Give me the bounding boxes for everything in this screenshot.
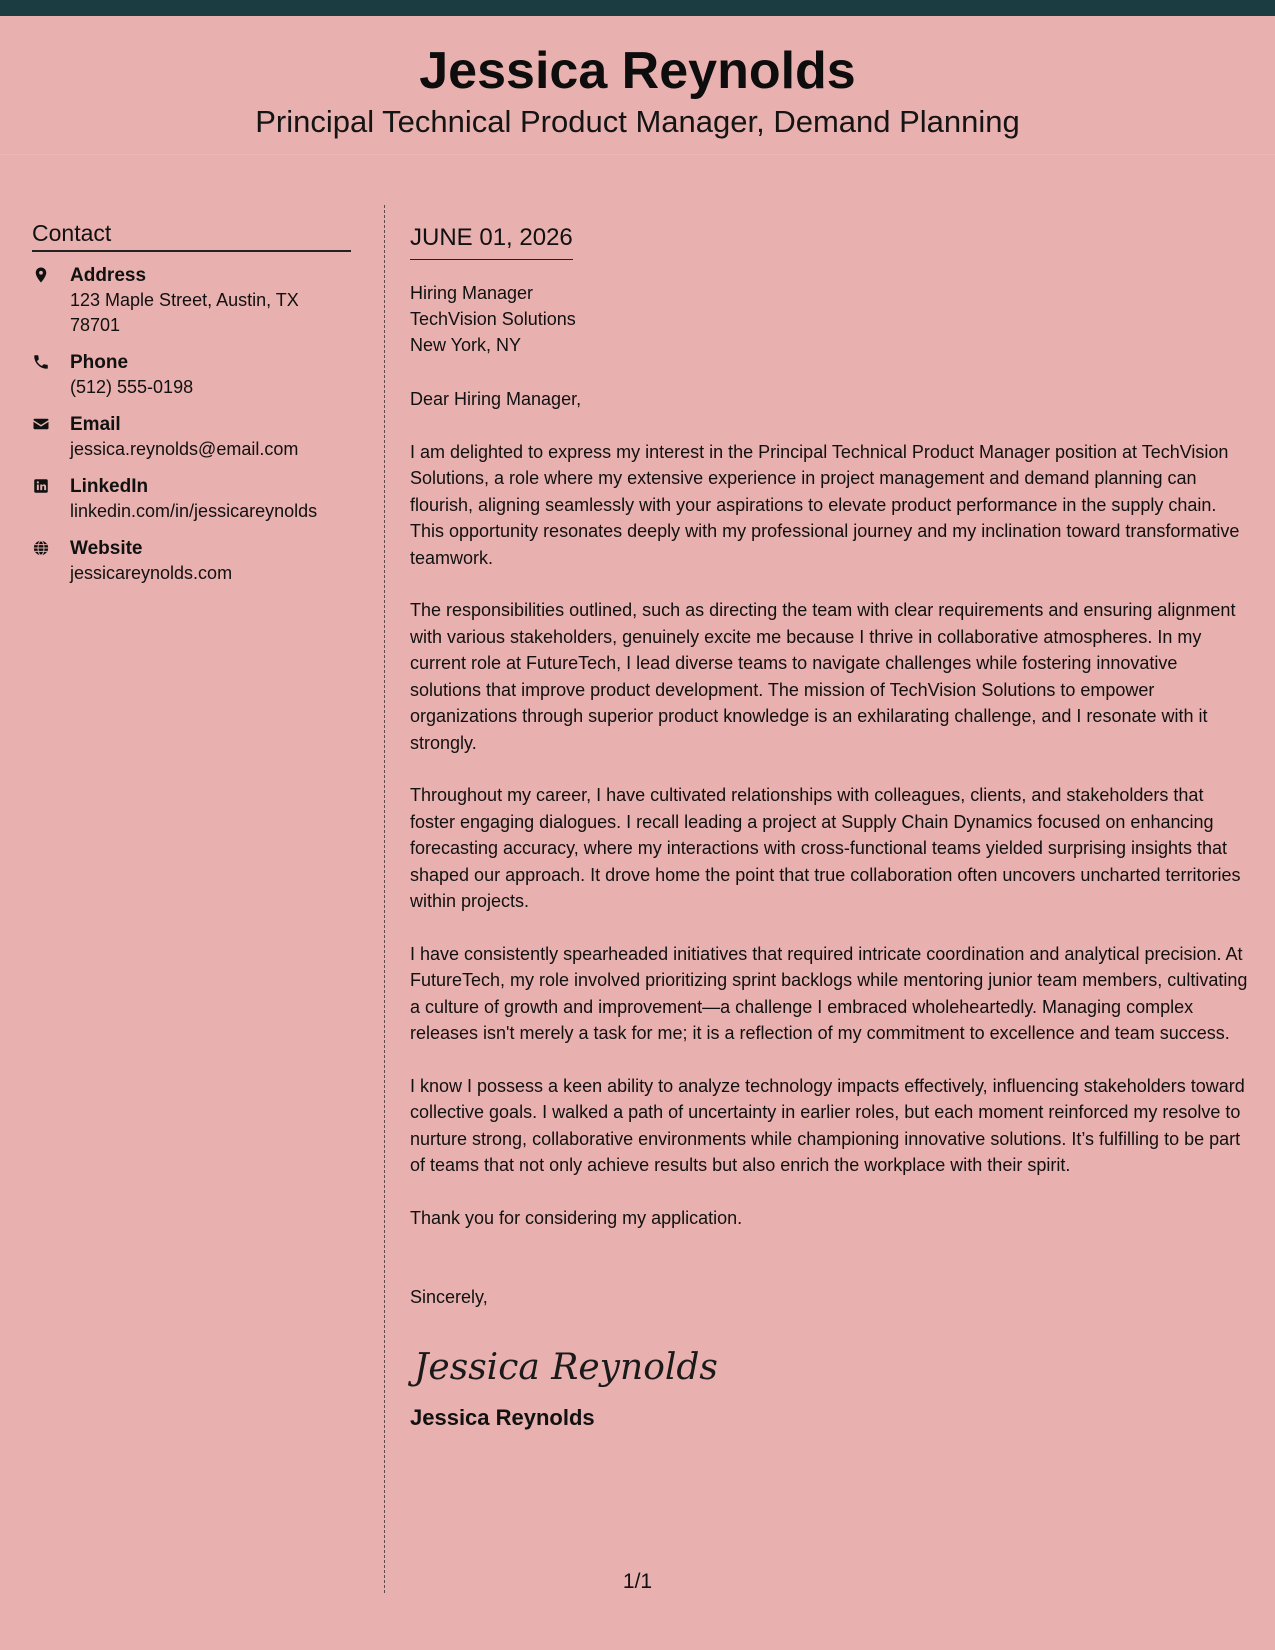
linkedin-value: linkedin.com/in/jessicareynolds [70,501,318,521]
contact-item-email [32,413,351,462]
applicant-name: Jessica Reynolds [419,42,856,100]
contact-item-phone [32,351,351,400]
contact-item-address [32,264,351,338]
contact-item-linkedin [32,475,351,524]
map-pin-icon [32,264,70,338]
body-paragraph: Throughout my career, I have cultivated relationships with colleagues, clients, and stakeholders that foster engaging dialogues. I recall leading a project at Supply Chain Dynamics focused on enhancing forecasting accuracy, where my interactions with cross-functional teams yielded surprising insights that shaped our approach. It drove home the point that true collaboration often uncovers uncharted territories within projects. [410,785,1241,911]
contact-item-website [32,537,351,586]
letter-body [410,220,1250,1431]
body-paragraph: I am delighted to express my interest in the Principal Technical Product Manager position at TechVision Solutions, a role where my extensive experience in project management and demand planning can flourish, aligning seamlessly with your aspirations to elevate product performance in the supply chain. This opportunity resonates deeply with my professional journey and my inclination toward transformative teamwork. [410,441,1240,568]
address-label: Address [70,265,147,286]
linkedin-label: LinkedIn [70,476,149,497]
phone-value: (512) 555-0198 [70,377,194,397]
signature-script: Jessica Reynolds [414,1346,718,1388]
email-label: Email [70,414,121,435]
handwritten-signature [410,1337,1250,1397]
phone-label: Phone [70,352,129,373]
envelope-icon [32,413,70,462]
email-value: jessica.reynolds@email.com [70,439,299,459]
salutation: Dear Hiring Manager, [410,389,582,409]
body-paragraph: I know I possess a keen ability to analyze technology impacts effectively, influencing stakeholders toward collective goals. I walked a path of uncertainty in earlier roles, but each moment reinforced my resolve to nurture strong, collaborative environments while championing innovative solutions. It’s fulfilling to be part of teams that not only achieve results but also enrich the workplace with their spirit. [410,1075,1245,1175]
column-divider [384,205,385,1593]
job-title: Principal Technical Product Manager, Demand Planning [255,103,1020,139]
page-header [0,16,1275,155]
closing-sincerely: Sincerely, [410,1287,488,1307]
top-accent-bar [0,0,1275,16]
body-paragraph: I have consistently spearheaded initiatives that required intricate coordination and analytical precision. At FutureTech, my role involved prioritizing sprint backlogs while mentoring junior team members, cultivating a culture of growth and improvement—a challenge I embraced wholeheartedly. Managing complex releases isn't merely a task for me; it is a reflection of my commitment to excellence and team success. [410,943,1248,1043]
contact-sidebar [32,220,351,599]
signer-name: Jessica Reynolds [410,1404,595,1430]
address-value: 123 Maple Street, Austin, TX 78701 [70,290,299,335]
website-label: Website [70,538,143,559]
body-paragraph: The responsibilities outlined, such as directing the team with clear requirements and ensuring alignment with various stakeholders, genuinely excite me because I thrive in collaborative atmospheres. In my current role at FutureTech, I lead diverse teams to navigate challenges while fostering innovative solutions that improve product development. The mission of TechVision Solutions to empower organizations through superior product knowledge is an exhilarating challenge, and I resonate with it strongly. [410,600,1236,753]
contact-list [32,264,351,586]
recipient-line: Hiring Manager [410,283,534,303]
contact-heading: Contact [32,220,351,252]
letter-date: JUNE 01, 2026 [410,223,573,260]
closing-thanks: Thank you for considering my application. [410,1207,743,1228]
globe-icon [32,537,70,586]
website-value: jessicareynolds.com [70,563,233,583]
phone-icon [32,351,70,400]
recipient-company: TechVision Solutions [410,309,576,329]
recipient-location: New York, NY [410,335,522,355]
recipient-block [410,280,1250,358]
linkedin-icon [32,475,70,524]
page-number: 1/1 [622,1570,653,1593]
